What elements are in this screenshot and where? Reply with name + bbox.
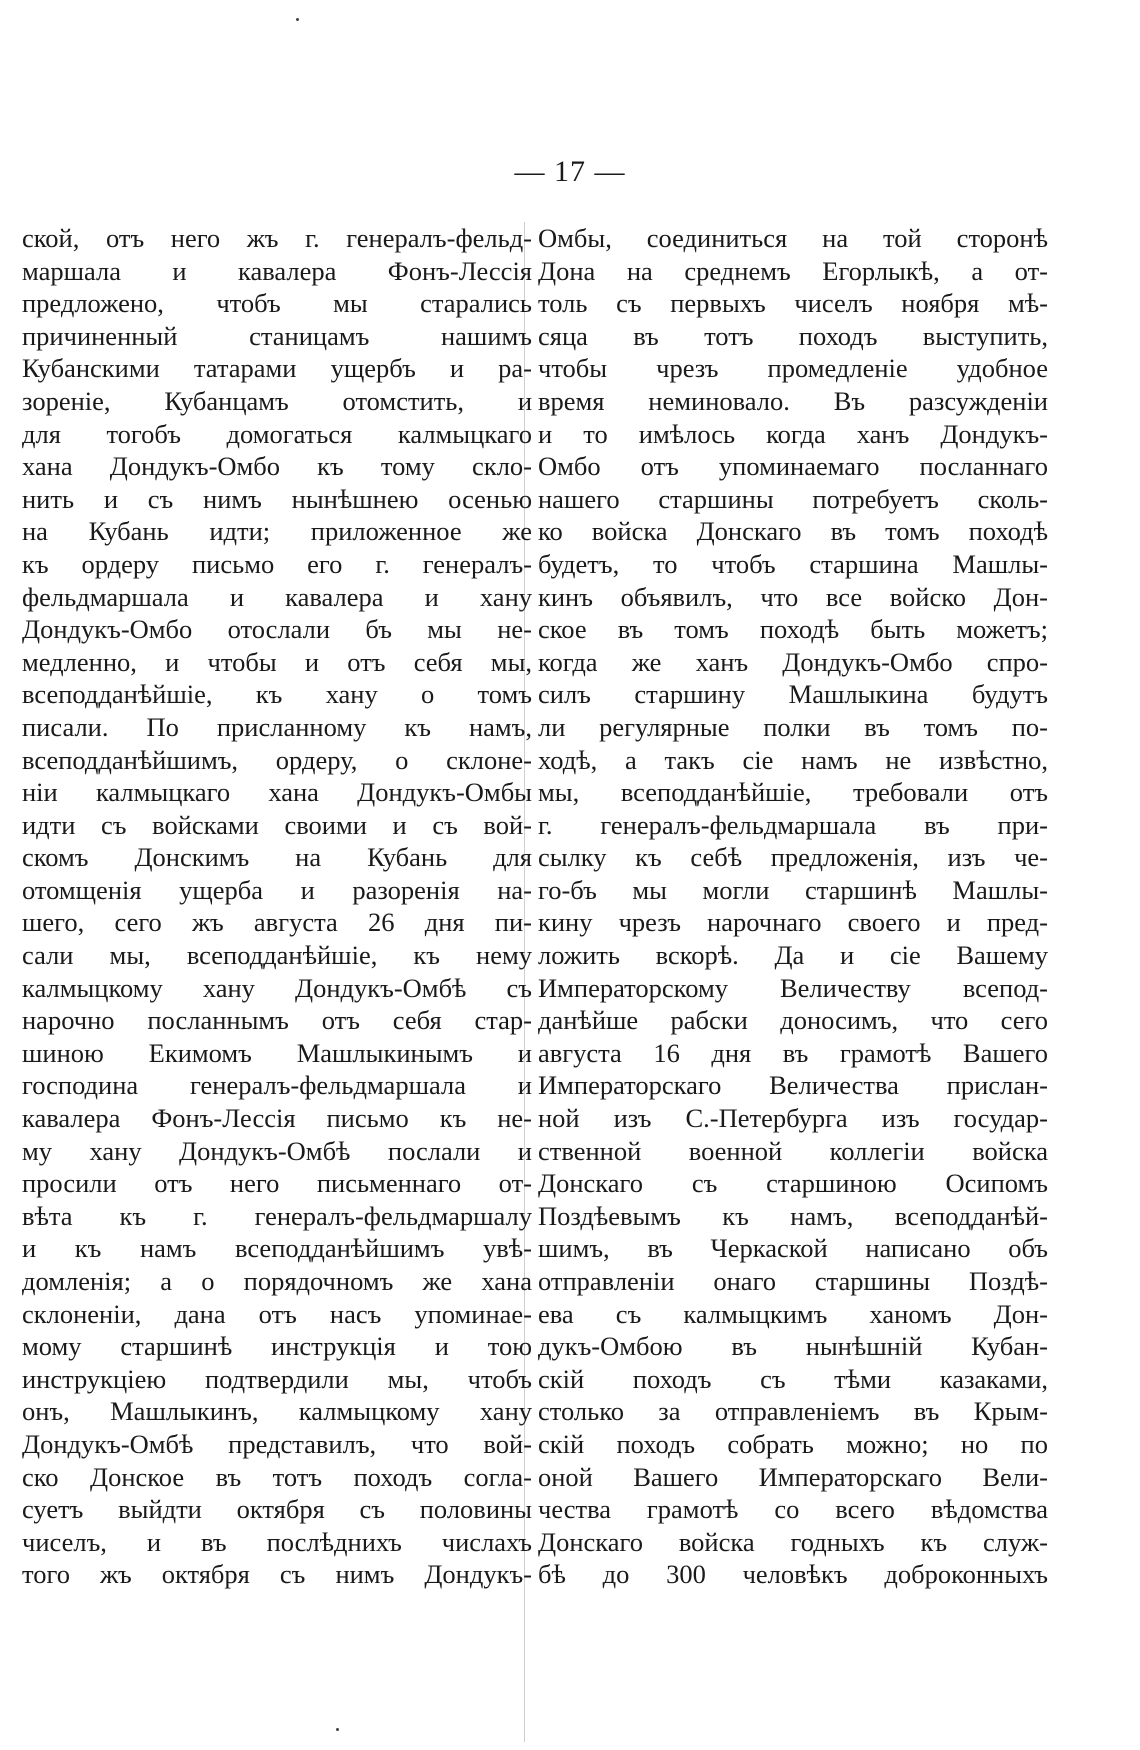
text-line: ко войска Донскаго въ томъ походѣ [538,516,1048,547]
text-line: го-бъ мы могли старшинѣ Машлы- [538,874,1048,905]
text-line: на Кубань идти; приложенное же [22,516,532,547]
text-line: къ ордеру письмо его г. генералъ- [22,548,532,579]
text-line: чтобы чрезъ промедленіе удобное [538,353,1048,384]
text-line: шего, сего жъ августа 26 дня пи- [22,907,532,938]
text-line: столько за отправленіемъ въ Крым- [538,1396,1048,1427]
text-line: кинъ объявилъ, что все войско Дон- [538,581,1048,612]
text-line: кавалера Фонъ-Лессія письмо къ не- [22,1103,532,1134]
text-line: онъ, Машлыкинъ, калмыцкому хану [22,1396,532,1427]
right-column [538,222,1048,1591]
text-line: господина генералъ-фельдмаршала и [22,1070,532,1101]
text-line: ходѣ, а такъ сіе намъ не извѣстно, [538,744,1048,775]
text-line: и то имѣлось когда ханъ Дондукъ- [538,418,1048,449]
text-line: ско Донское въ тотъ походъ согла- [22,1461,532,1492]
text-line: предложено, чтобъ мы старались [22,288,532,319]
text-line: ли регулярные полки въ томъ по- [538,711,1048,742]
text-line: отомщенія ущерба и разоренія на- [22,874,532,905]
text-line: толь съ первыхъ чиселъ ноября мѣ- [538,288,1048,319]
text-line: Омбо отъ упоминаемаго посланнаго [538,451,1048,482]
text-line: отправленіи онаго старшины Поздѣ- [538,1266,1048,1296]
text-line: сяца въ тотъ походъ выступить, [538,320,1048,351]
text-line: инструкціею подтвердили мы, чтобъ [22,1363,532,1394]
text-line: будетъ, то чтобъ старшина Машлы- [538,548,1048,579]
text-line: му хану Дондукъ-Омбѣ послали и [22,1135,532,1166]
text-line: Дондукъ-Омбо отослали бъ мы не- [22,614,532,645]
text-line: маршала и кавалера Фонъ-Лессія [22,255,532,286]
text-line: ское въ томъ походѣ быть можетъ; [538,614,1048,645]
text-line: писали. По присланному къ намъ, [22,711,532,742]
text-line: ложить вскорѣ. Да и сіе Вашему [538,940,1048,971]
text-line: ной изъ С.-Петербурга изъ государ- [538,1103,1048,1134]
text-line: оной Вашего Императорскаго Вели- [538,1461,1048,1492]
text-line: бѣ до 300 человѣкъ доброконныхъ [538,1559,1048,1590]
text-line: Дондукъ-Омбѣ представилъ, что вой- [22,1428,532,1459]
text-line: скомъ Донскимъ на Кубань для [22,842,532,873]
text-line: чества грамотѣ со всего вѣдомства [538,1494,1048,1525]
text-line: нить и съ нимъ нынѣшнею осенью [22,483,532,514]
text-line: данѣйше рабски доносимъ, что сего [538,1005,1048,1036]
text-line: Императорскаго Величества прислан- [538,1070,1048,1101]
text-line: ніи калмыцкаго хана Дондукъ-Омбы [22,777,532,808]
text-line: дукъ-Омбою въ нынѣшній Кубан- [538,1331,1048,1362]
text-line: кину чрезъ нарочнаго своего и пред- [538,907,1048,938]
text-line: медленно, и чтобы и отъ себя мы, [22,646,532,677]
text-line: того жъ октября съ нимъ Дондукъ- [22,1559,532,1590]
text-line: скій походъ собрать можно; но по [538,1428,1048,1459]
text-line: Омбы, соединиться на той сторонѣ [538,223,1048,253]
text-line: Поздѣевымъ къ намъ, всеподданѣй- [538,1200,1048,1231]
text-line: калмыцкому хану Дондукъ-Омбѣ съ [22,972,532,1003]
text-line: Дона на среднемъ Егорлыкѣ, а от- [538,255,1048,286]
text-line: силъ старшину Машлыкина будутъ [538,679,1048,710]
left-column [22,222,532,1591]
text-line: августа 16 дня въ грамотѣ Вашего [538,1037,1048,1068]
page-number: — 17 — [514,155,626,188]
text-line: сали мы, всеподданѣйшіе, къ нему [22,940,532,971]
text-line: время неминовало. Въ разсужденіи [538,385,1048,416]
text-line: домленія; а о порядочномъ же хана [22,1266,532,1296]
text-line: Императорскому Величеству всепод- [538,972,1048,1003]
text-line: г. генералъ-фельдмаршала въ при- [538,809,1048,840]
text-line: хана Дондукъ-Омбо къ тому скло- [22,451,532,482]
text-line: шиною Екимомъ Машлыкинымъ и [22,1037,532,1068]
text-line: шимъ, въ Черкаской написано объ [538,1233,1048,1264]
text-line: и къ намъ всеподданѣйшимъ увѣ- [22,1233,532,1264]
text-line: склоненіи, дана отъ насъ упоминае- [22,1298,532,1329]
text-line: скій походъ съ тѣми казаками, [538,1363,1048,1394]
text-line: вѣта къ г. генералъ-фельдмаршалу [22,1200,532,1231]
text-line: всеподданѣйшіе, къ хану о томъ [22,679,532,710]
text-line: Донскаго войска годныхъ къ служ- [538,1526,1048,1557]
text-line: нарочно посланнымъ отъ себя стар- [22,1005,532,1036]
text-line: мы, всеподданѣйшіе, требовали отъ [538,777,1048,808]
text-line: ственной военной коллегіи войска [538,1135,1048,1166]
text-line: суетъ выйдти октября съ половины [22,1494,532,1525]
text-line: ской, отъ него жъ г. генералъ-фельд- [22,223,532,253]
text-line: для тогобъ домогаться калмыцкаго [22,418,532,449]
text-line: ева съ калмыцкимъ ханомъ Дон- [538,1298,1048,1329]
text-line: просили отъ него письменнаго от- [22,1168,532,1199]
paper-speck [336,1728,339,1731]
text-line: фельдмаршала и кавалера и хану [22,581,532,612]
text-line: мому старшинѣ инструкція и тою [22,1331,532,1362]
text-line: Донскаго съ старшиною Осипомъ [538,1168,1048,1199]
text-line: причиненный станицамъ нашимъ [22,320,532,351]
text-line: когда же ханъ Дондукъ-Омбо спро- [538,646,1048,677]
text-line: всеподданѣйшимъ, ордеру, о склоне- [22,744,532,775]
text-line: зореніе, Кубанцамъ отомстить, и [22,385,532,416]
text-line: идти съ войсками своими и съ вой- [22,809,532,840]
text-line: Кубанскими татарами ущербъ и ра- [22,353,532,384]
text-line: нашего старшины потребуетъ сколь- [538,483,1048,514]
text-line: сылку къ себѣ предложенія, изъ че- [538,842,1048,873]
text-line: чиселъ, и въ послѣднихъ числахъ [22,1526,532,1557]
paper-speck [296,18,299,21]
